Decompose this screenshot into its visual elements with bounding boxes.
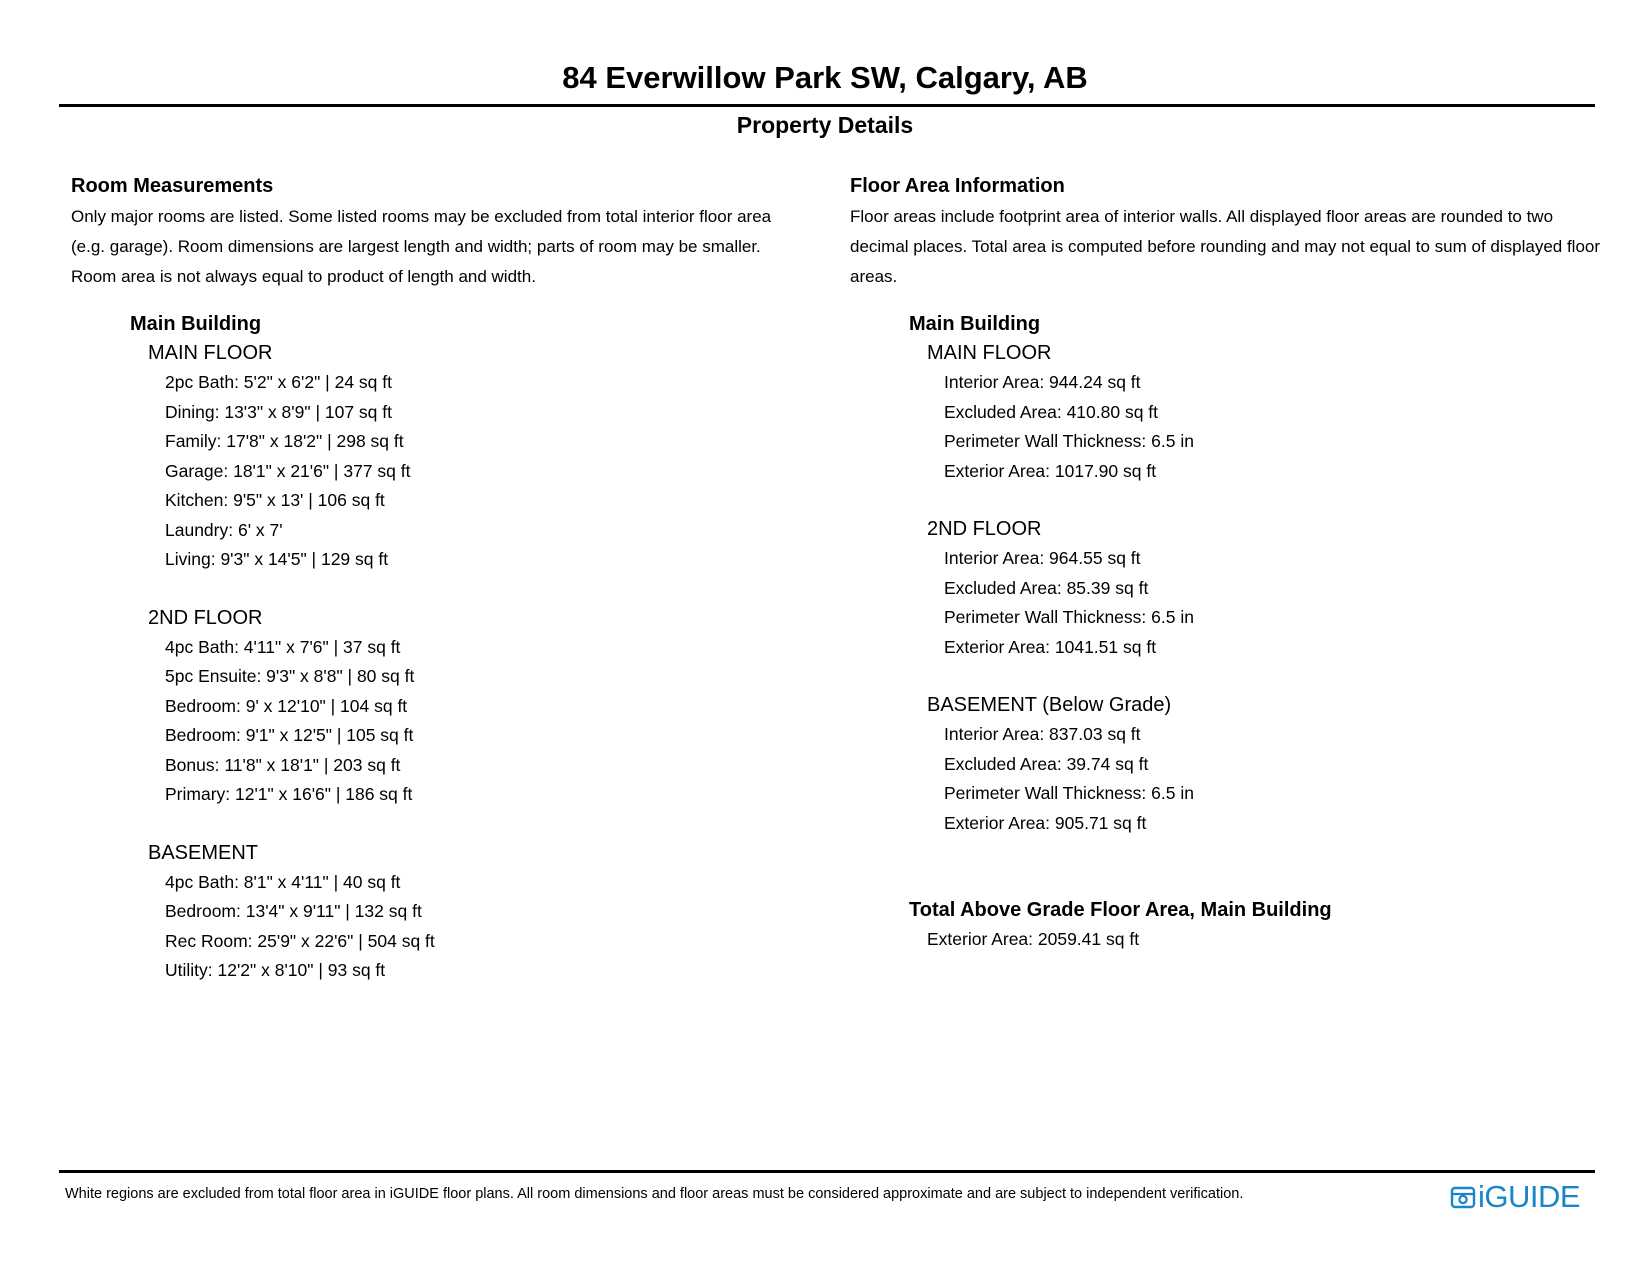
footer-disclaimer: White regions are excluded from total floor area in iGUIDE floor plans. All room dimensions and floor areas must be considered approximate and are subject to independent verification. xyxy=(65,1186,1244,1202)
room-item: Bedroom: 9'1" x 12'5" | 105 sq ft xyxy=(165,725,414,745)
iguide-camera-icon xyxy=(1450,1184,1476,1210)
area-item: Interior Area: 837.03 sq ft xyxy=(944,724,1141,744)
room-building-heading: Main Building xyxy=(130,313,262,335)
area-item: Excluded Area: 39.74 sq ft xyxy=(944,753,1149,774)
room-item: 4pc Bath: 4'11" x 7'6" | 37 sq ft xyxy=(165,636,401,657)
area-item: Perimeter Wall Thickness: 6.5 in xyxy=(944,607,1194,627)
area-item: Interior Area: 944.24 sq ft xyxy=(944,372,1141,392)
spacer xyxy=(850,662,1610,691)
room-item: Bonus: 11'8" x 18'1" | 203 sq ft xyxy=(165,754,401,775)
area-item: Exterior Area: 1041.51 sq ft xyxy=(944,636,1157,657)
floor-name: 2ND FLOOR xyxy=(927,518,1042,540)
floor-name: BASEMENT (Below Grade) xyxy=(927,694,1172,716)
spacer xyxy=(71,810,811,839)
room-item: Garage: 18'1" x 21'6" | 377 sq ft xyxy=(165,460,411,481)
page-subtitle: Property Details xyxy=(736,112,914,138)
room-item: 5pc Ensuite: 9'3" x 8'8" | 80 sq ft xyxy=(165,666,415,686)
room-measurements-heading: Room Measurements xyxy=(71,175,274,197)
header-divider xyxy=(59,104,1595,107)
room-item: Dining: 13'3" x 8'9" | 107 sq ft xyxy=(165,401,392,422)
area-item: Excluded Area: 85.39 sq ft xyxy=(944,577,1149,598)
room-item: Bedroom: 9' x 12'10" | 104 sq ft xyxy=(165,695,408,716)
floor-name: MAIN FLOOR xyxy=(148,342,273,364)
room-floor-basement xyxy=(148,839,811,986)
area-item: Perimeter Wall Thickness: 6.5 in xyxy=(944,431,1194,451)
area-floor-main xyxy=(927,339,1610,486)
area-item: Exterior Area: 905.71 sq ft xyxy=(944,812,1147,833)
room-item: Kitchen: 9'5" x 13' | 106 sq ft xyxy=(165,490,385,510)
page-title: 84 Everwillow Park SW, Calgary, AB xyxy=(562,60,1088,95)
area-building-heading: Main Building xyxy=(909,313,1041,335)
spacer xyxy=(71,575,811,604)
room-item: Rec Room: 25'9" x 22'6" | 504 sq ft xyxy=(165,930,435,951)
floor-name: 2ND FLOOR xyxy=(148,606,263,629)
area-floor-basement xyxy=(927,691,1610,838)
room-measurements-description: Only major rooms are listed. Some listed rooms may be excluded from total interior floor area (e.g. garage). Room dimensions are largest length and width; parts of room may be smaller. Room area is not always equal to product of length and width. xyxy=(71,207,772,286)
room-floor-main xyxy=(148,339,811,575)
room-item: 2pc Bath: 5'2" x 6'2" | 24 sq ft xyxy=(165,372,392,392)
room-item: Bedroom: 13'4" x 9'11" | 132 sq ft xyxy=(165,901,422,921)
room-item: 4pc Bath: 8'1" x 4'11" | 40 sq ft xyxy=(165,871,401,892)
area-item: Interior Area: 964.55 sq ft xyxy=(944,548,1141,568)
area-item: Excluded Area: 410.80 sq ft xyxy=(944,401,1159,422)
floor-name: MAIN FLOOR xyxy=(927,342,1052,364)
floor-name: BASEMENT xyxy=(148,841,259,864)
footer-divider xyxy=(59,1170,1595,1173)
iguide-logo xyxy=(1450,1180,1580,1214)
room-item: Family: 17'8" x 18'2" | 298 sq ft xyxy=(165,431,404,451)
room-item: Primary: 12'1" x 16'6" | 186 sq ft xyxy=(165,784,413,804)
area-item: Perimeter Wall Thickness: 6.5 in xyxy=(944,783,1194,803)
spacer xyxy=(850,486,1610,515)
room-item: Utility: 12'2" x 8'10" | 93 sq ft xyxy=(165,960,386,980)
floor-area-description: Floor areas include footprint area of interior walls. All displayed floor areas are rounded to two decimal places. Total area is computed before rounding and may not equal to sum of displayed floor areas. xyxy=(850,207,1601,286)
total-area-value: Exterior Area: 2059.41 sq ft xyxy=(927,929,1140,949)
logo-text: iGUIDE xyxy=(1478,1179,1581,1214)
room-item: Laundry: 6' x 7' xyxy=(165,519,283,540)
room-item: Living: 9'3" x 14'5" | 129 sq ft xyxy=(165,549,389,569)
area-floor-2nd xyxy=(927,515,1610,662)
total-area-heading: Total Above Grade Floor Area, Main Building xyxy=(909,899,1332,921)
room-measurements-section xyxy=(71,172,811,986)
room-floor-2nd xyxy=(148,604,811,810)
floor-area-heading: Floor Area Information xyxy=(850,175,1065,197)
area-item: Exterior Area: 1017.90 sq ft xyxy=(944,460,1157,481)
floor-area-section xyxy=(850,172,1610,955)
